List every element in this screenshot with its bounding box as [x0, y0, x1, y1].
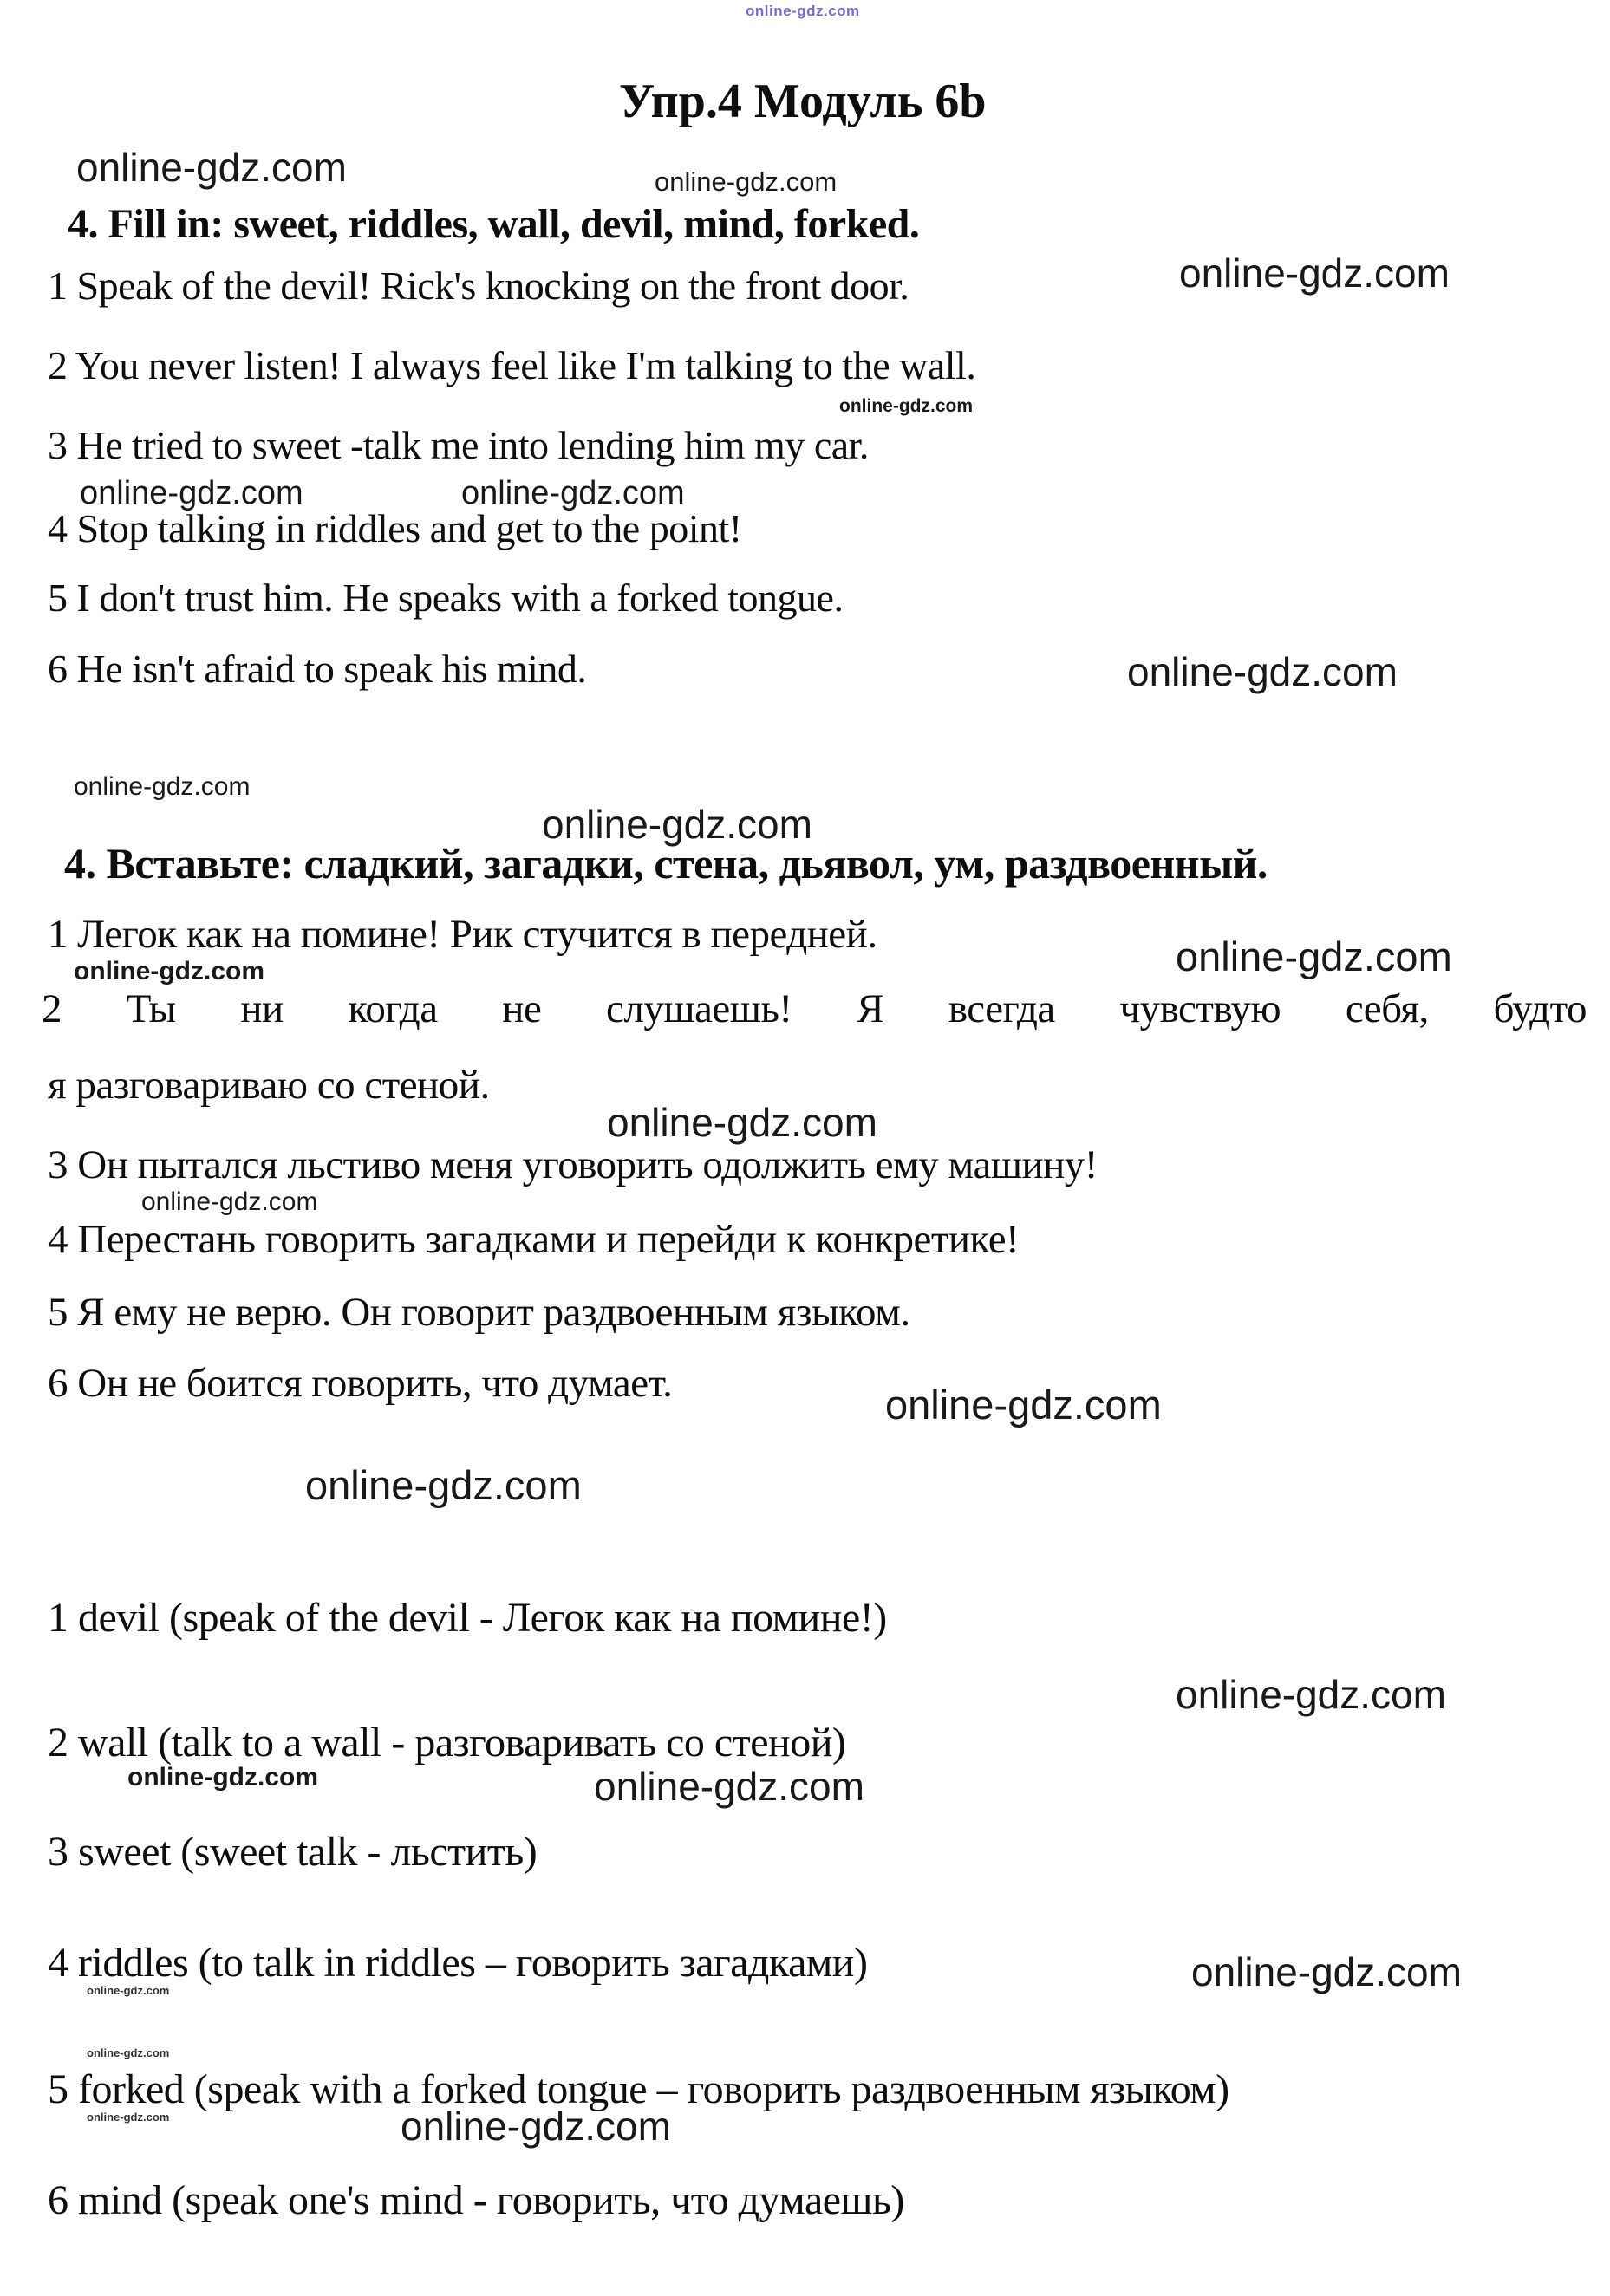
- watermark-online-gdz-12: online-gdz.com: [607, 1100, 877, 1145]
- watermark-online-gdz-20: online-gdz.com: [87, 1984, 170, 1997]
- watermark-online-gdz-16: online-gdz.com: [1176, 1672, 1446, 1717]
- en-line-3: 3 He tried to sweet -talk me into lending him my car.: [48, 423, 869, 467]
- en-line-4: 4 Stop talking in riddles and get to the point!: [48, 506, 742, 550]
- watermark-online-gdz-5: online-gdz.com: [80, 475, 303, 511]
- watermark-online-gdz-1: online-gdz.com: [76, 145, 347, 190]
- watermark-online-gdz-13: online-gdz.com: [141, 1187, 318, 1216]
- watermark-online-gdz-7: online-gdz.com: [1127, 649, 1398, 694]
- answer-line-1: 1 devil (speak of the devil - Легок как на помине!): [48, 1595, 887, 1641]
- ru-line-4: 4 Перестань говорить загадками и перейди к конкретике!: [48, 1217, 1020, 1262]
- answer-line-5: 5 forked (speak with a forked tongue – говорить раздвоенным языком): [48, 2066, 1229, 2112]
- answer-line-6: 6 mind (speak one's mind - говорить, что думаешь): [48, 2177, 904, 2223]
- watermark-online-gdz-4: online-gdz.com: [839, 396, 973, 416]
- exercise-en-heading: 4. Fill in: sweet, riddles, wall, devil, mind, forked.: [68, 201, 920, 247]
- ru-line-3: 3 Он пытался льстиво меня уговорить одолжить ему машину!: [48, 1142, 1098, 1187]
- page-title: Упр.4 Модуль 6b: [619, 75, 987, 128]
- watermark-online-gdz-6: online-gdz.com: [461, 475, 685, 511]
- en-line-6: 6 He isn't afraid to speak his mind.: [48, 647, 587, 691]
- watermark-online-gdz-17: online-gdz.com: [127, 1763, 318, 1792]
- watermark-online-gdz-11: online-gdz.com: [74, 957, 264, 985]
- watermark-online-gdz-18: online-gdz.com: [594, 1764, 864, 1809]
- watermark-online-gdz-top: online-gdz.com: [746, 3, 860, 19]
- watermark-online-gdz-2: online-gdz.com: [655, 166, 838, 197]
- watermark-online-gdz-15: online-gdz.com: [305, 1462, 582, 1508]
- ru-line-2: 2 Ты ни когда не слушаешь! Я всегда чувствую себя, будто: [42, 986, 1587, 1031]
- ru-line-5: 5 Я ему не верю. Он говорит раздвоенным языком.: [48, 1290, 910, 1335]
- watermark-online-gdz-19: online-gdz.com: [1191, 1949, 1462, 1994]
- en-line-1: 1 Speak of the devil! Rick's knocking on the front door.: [48, 263, 909, 308]
- watermark-online-gdz-22: online-gdz.com: [87, 2111, 170, 2124]
- answer-line-3: 3 sweet (sweet talk - льстить): [48, 1829, 538, 1875]
- exercise-ru-heading: 4. Вставьте: сладкий, загадки, стена, дьявол, ум, раздвоенный.: [64, 839, 1268, 888]
- watermark-online-gdz-10: online-gdz.com: [1176, 933, 1452, 979]
- watermark-online-gdz-8: online-gdz.com: [74, 772, 251, 801]
- watermark-online-gdz-23: online-gdz.com: [401, 2104, 671, 2149]
- ru-line-6: 6 Он не боится говорить, что думает.: [48, 1361, 673, 1406]
- answer-line-2: 2 wall (talk to a wall - разговаривать со стеной): [48, 1720, 846, 1766]
- watermark-online-gdz-21: online-gdz.com: [87, 2046, 170, 2059]
- ru-line-2b: я разговариваю со стеной.: [48, 1063, 490, 1108]
- watermark-online-gdz-14: online-gdz.com: [885, 1382, 1162, 1428]
- answer-line-4: 4 riddles (to talk in riddles – говорить загадками): [48, 1940, 868, 1986]
- watermark-online-gdz-3: online-gdz.com: [1179, 250, 1450, 296]
- en-line-2: 2 You never listen! I always feel like I'm talking to the wall.: [48, 343, 976, 387]
- ru-line-1: 1 Легок как на помине! Рик стучится в передней.: [48, 912, 877, 957]
- en-line-5: 5 I don't trust him. He speaks with a forked tongue.: [48, 576, 844, 620]
- watermark-online-gdz-9: online-gdz.com: [542, 802, 812, 847]
